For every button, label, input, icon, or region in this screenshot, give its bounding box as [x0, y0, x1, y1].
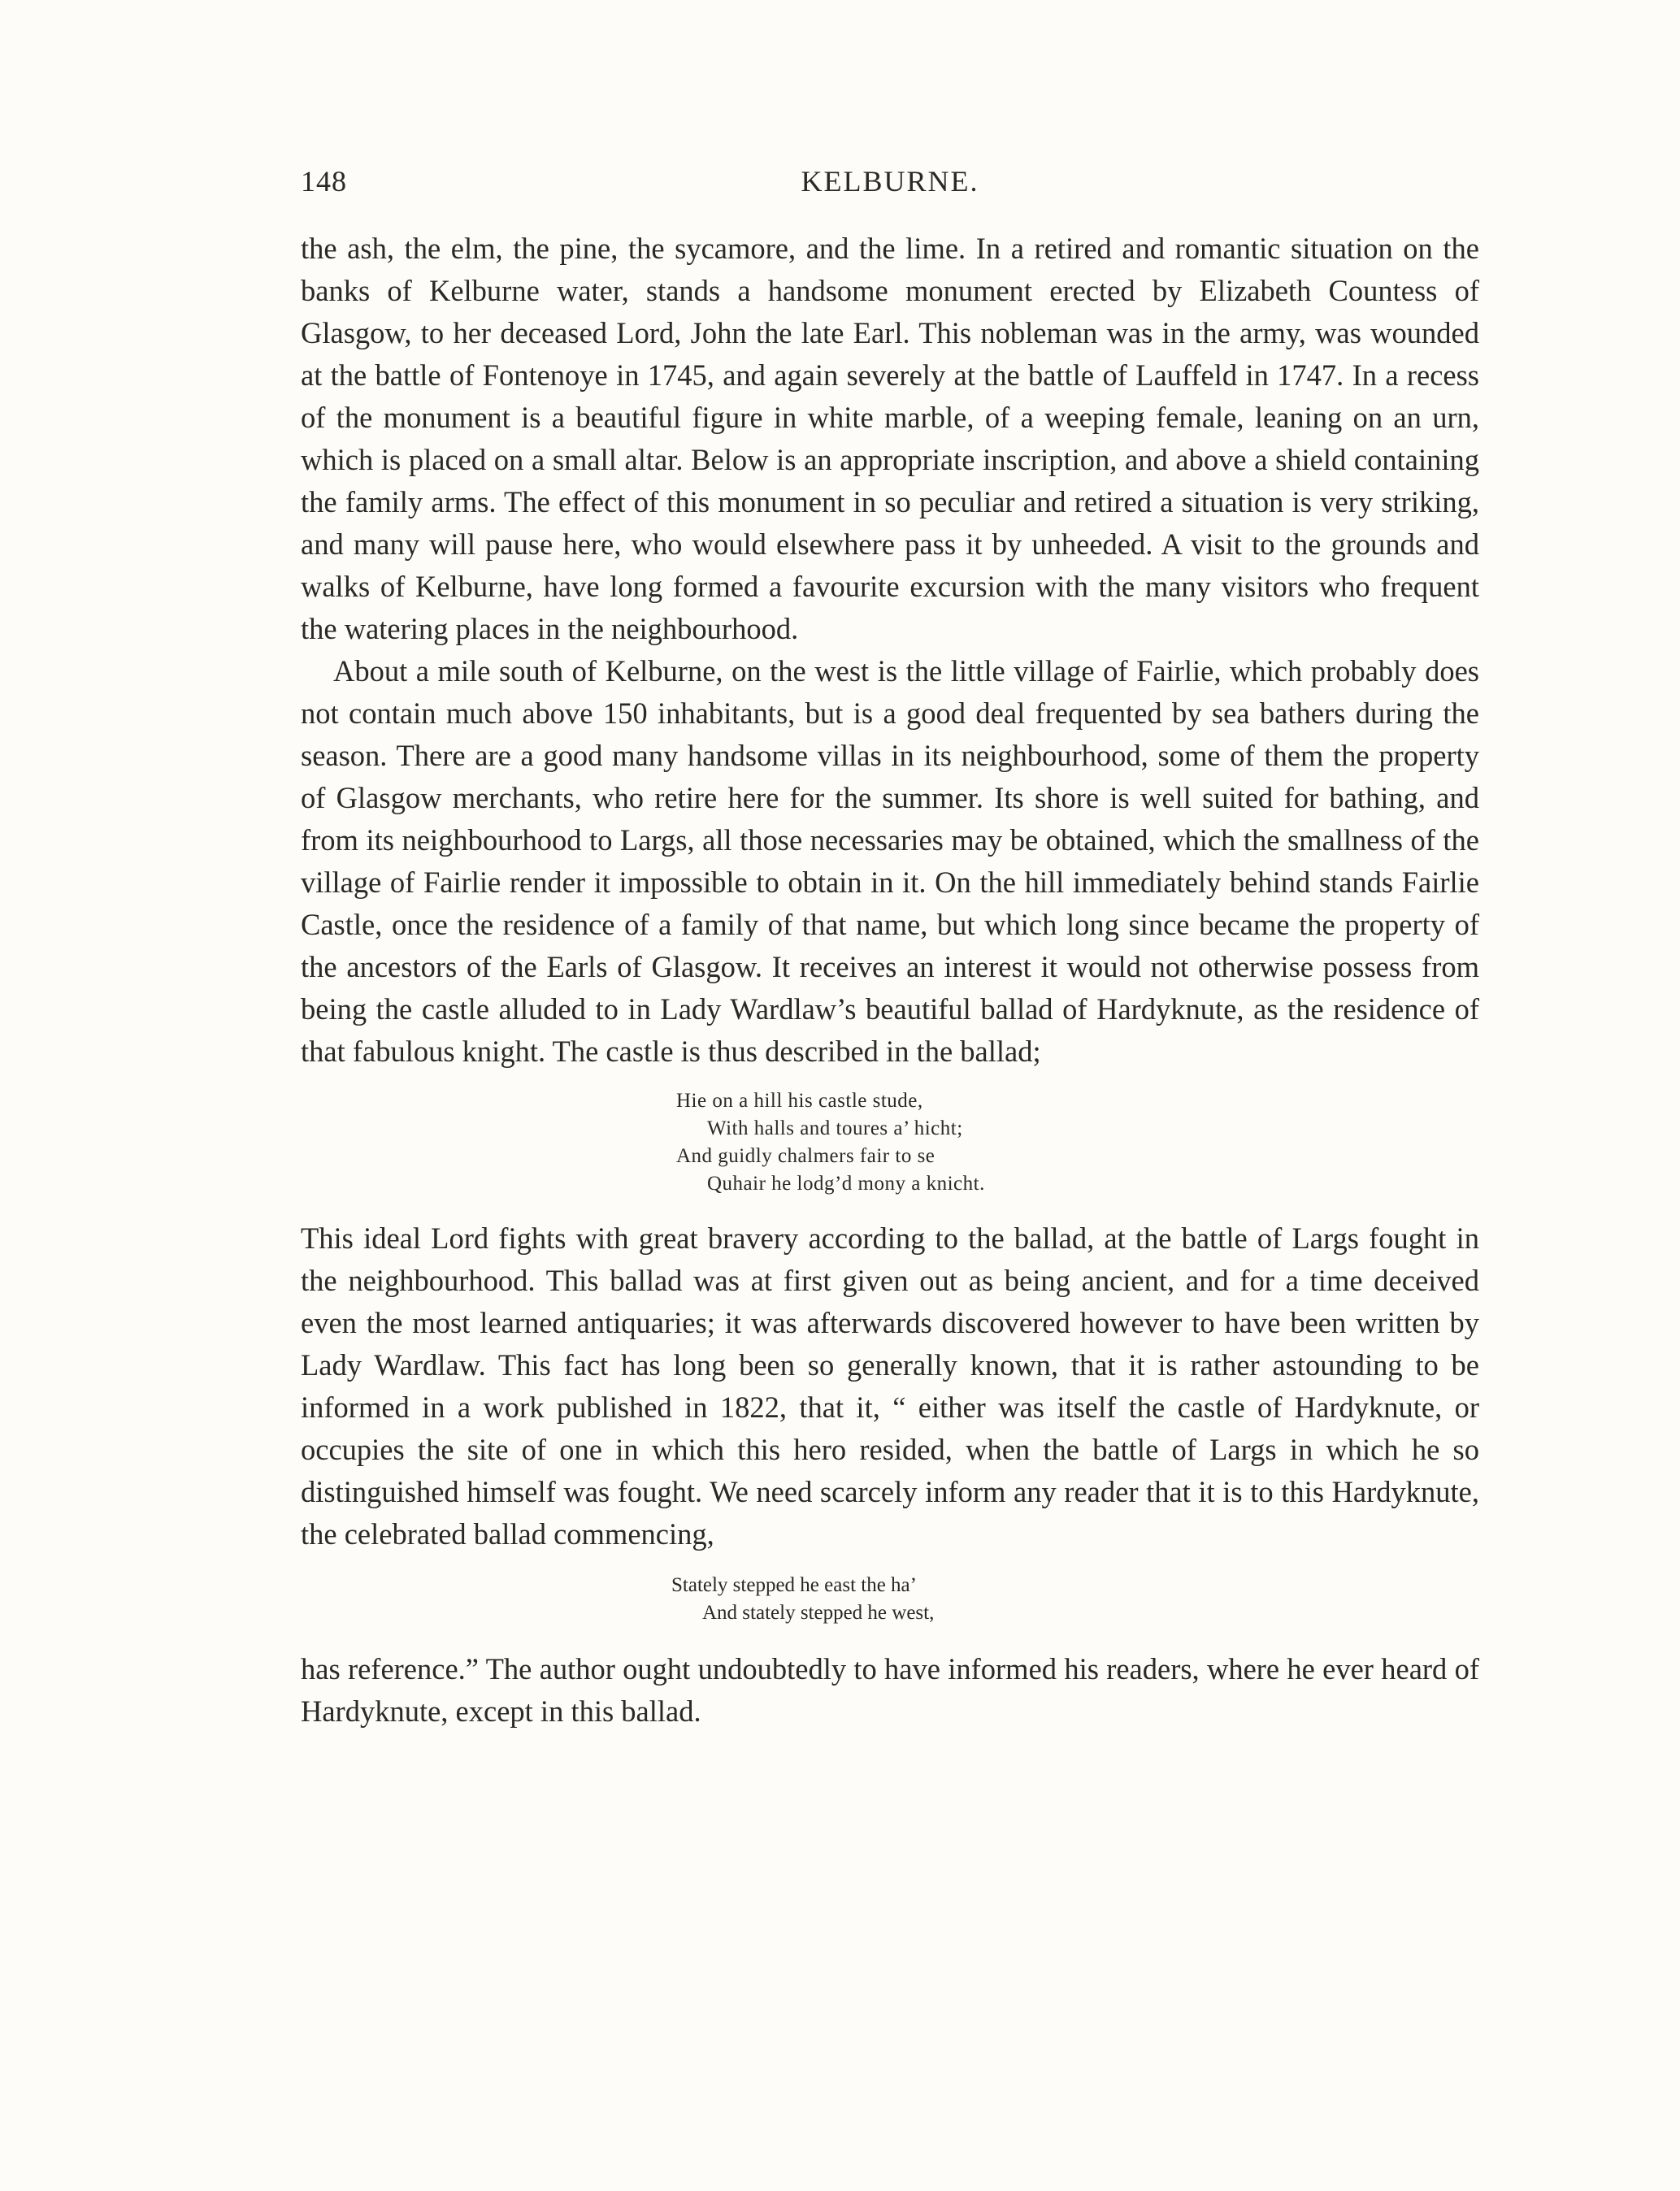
verse-line: And guidly chalmers fair to se [676, 1145, 936, 1167]
paragraph-monument: the ash, the elm, the pine, the sycamore, and the lime. In a retired and romantic situation on the banks of Kelburne water, stands a handsome monument erected by Elizabeth Countess of Glasgow, to her deceased Lord, John the late Earl. This nobleman was in the army, was wounded at the battle of Fontenoye in 1745, and again severely at the battle of Lauffeld in 1747. In a recess of the monument is a beautiful figure in white marble, of a weeping female, leaning on an urn, which is placed on a small altar. Below is an appropriate inscription, and above a shield containing the family arms. The effect of this monument in so peculiar and retired a situation is very striking, and many will pause here, who would elsewhere pass it by unheeded. A visit to the grounds and walks of Kelburne, have long formed a favourite excursion with the many visitors who frequent the watering places in the neighbourhood. [301, 232, 1479, 645]
paragraph-reference: has reference.” The author ought undoubtedly to have informed his readers, where he ever heard of Hardyknute, except in this ballad. [301, 1652, 1479, 1728]
verse-line: Stately stepped he east the ha’ [671, 1574, 917, 1596]
verse-castle-description [676, 1087, 1479, 1198]
page-number: 148 [301, 165, 347, 197]
verse-stately-stepped [671, 1572, 1479, 1627]
verse-line: Hie on a hill his castle stude, [676, 1090, 923, 1112]
paragraph-hardyknute: This ideal Lord fights with great bravery according to the ballad, at the battle of Largs fought in the neighbourhood. This ballad was at first given out as being ancient, and for a time deceived even the most learned antiquaries; it was afterwards discovered however to have been written by Lady Wardlaw. This fact has long been so generally known, that it is rather astounding to be informed in a work published in 1822, that it, “ either was itself the castle of Hardyknute, or occupies the site of one in which this hero resided, when the battle of Largs in which he so distinguished himself was fought. We need scarcely inform any reader that it is to this Hardyknute, the celebrated ballad commencing, [301, 1221, 1479, 1551]
verse-line: With halls and toures a’ hicht; [707, 1117, 963, 1139]
verse-line: And stately stepped he west, [702, 1602, 935, 1624]
book-page [301, 154, 1479, 1733]
verse-line: Quhair he lodg’d mony a knicht. [707, 1173, 985, 1195]
running-head [301, 154, 1479, 211]
paragraph-fairlie: About a mile south of Kelburne, on the west is the little village of Fairlie, which probably does not contain much above 150 inhabitants, but is a good deal frequented by sea bathers during the season. There are a good many handsome villas in its neighbourhood, some of them the property of Glasgow merchants, who retire here for the summer. Its shore is well suited for bathing, and from its neighbourhood to Largs, all those necessaries may be obtained, which the smallness of the village of Fairlie render it impossible to obtain in it. On the hill immediately behind stands Fairlie Castle, once the residence of a family of that name, but which long since became the property of the ancestors of the Earls of Glasgow. It receives an interest it would not otherwise possess from being the castle alluded to in Lady Wardlaw’s beautiful ballad of Hardyknute, as the residence of that fabulous knight. The castle is thus described in the ballad; [301, 654, 1479, 1068]
running-title: KELBURNE. [801, 165, 979, 197]
